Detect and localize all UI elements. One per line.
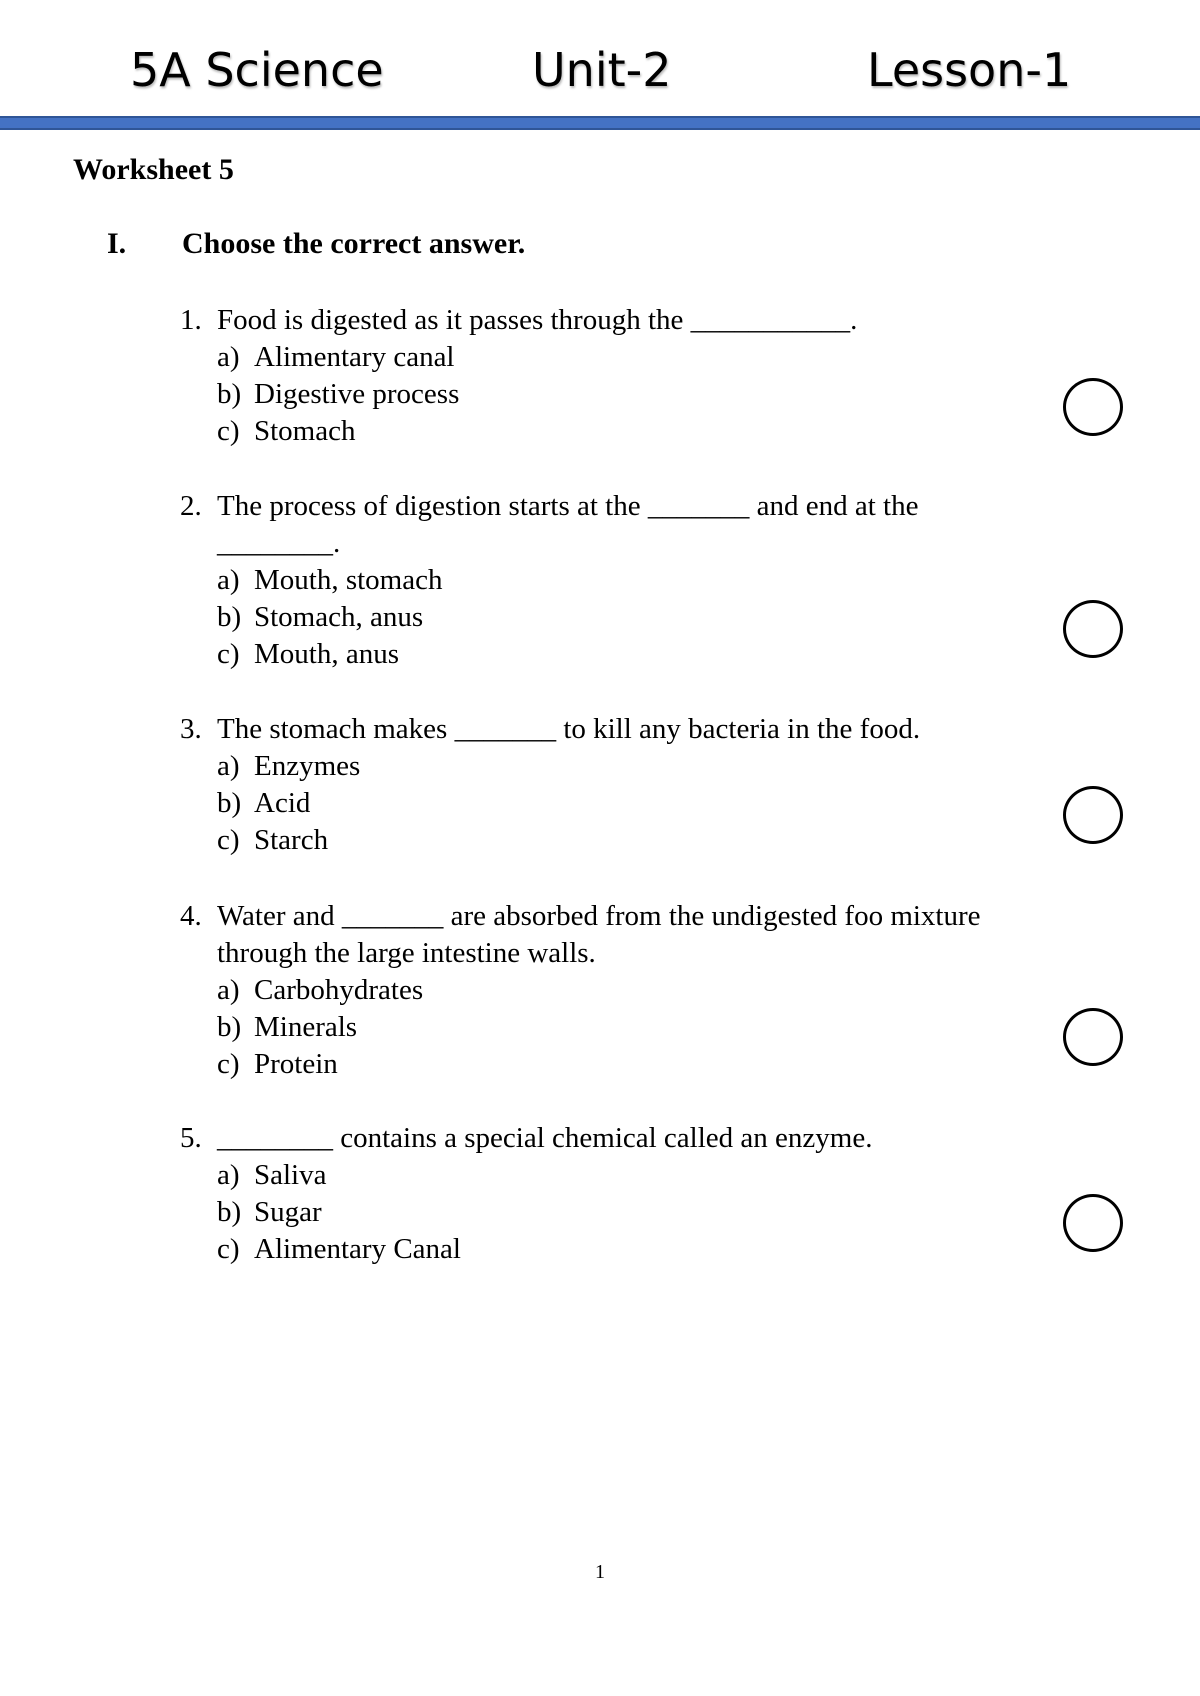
question-5 — [180, 1120, 1080, 1268]
option-letter: b) — [217, 378, 242, 410]
page-number: 1 — [595, 1561, 605, 1583]
option-b[interactable] — [180, 599, 1080, 636]
answer-circle-5[interactable] — [1063, 1194, 1123, 1252]
answer-circle-1[interactable] — [1063, 378, 1123, 436]
question-2 — [180, 488, 1080, 673]
option-c[interactable] — [180, 822, 1080, 859]
option-letter: b) — [217, 1196, 242, 1228]
option-text: Protein — [254, 1048, 338, 1080]
question-3 — [180, 711, 1080, 859]
option-b[interactable] — [180, 785, 1080, 822]
answer-circle-2[interactable] — [1063, 600, 1123, 658]
option-letter: c) — [217, 1048, 240, 1080]
question-1 — [180, 302, 1080, 450]
question-text: Water and _______ are absorbed from the undigested foo mixture — [217, 900, 981, 932]
option-a[interactable] — [180, 1157, 1080, 1194]
page-header — [0, 0, 1200, 120]
option-b[interactable] — [180, 1009, 1080, 1046]
option-text: Saliva — [254, 1159, 327, 1191]
option-b[interactable] — [180, 376, 1080, 413]
option-letter: a) — [217, 750, 240, 782]
option-text: Enzymes — [254, 750, 361, 782]
option-text: Digestive process — [254, 378, 460, 410]
option-text: Acid — [254, 787, 311, 819]
option-a[interactable] — [180, 339, 1080, 376]
option-text: Sugar — [254, 1196, 322, 1228]
option-text: Stomach, anus — [254, 601, 424, 633]
option-letter: a) — [217, 564, 240, 596]
option-letter: c) — [217, 824, 240, 856]
option-text: Alimentary Canal — [254, 1233, 461, 1265]
question-number: 3. — [180, 713, 202, 745]
option-text: Starch — [254, 824, 329, 856]
header-rule — [0, 116, 1200, 130]
section-instruction: Choose the correct answer. — [182, 227, 526, 260]
option-c[interactable] — [180, 636, 1080, 673]
option-a[interactable] — [180, 972, 1080, 1009]
option-letter: c) — [217, 638, 240, 670]
option-text: Alimentary canal — [254, 341, 455, 373]
option-c[interactable] — [180, 1046, 1080, 1083]
option-text: Stomach — [254, 415, 356, 447]
header-lesson: Lesson-1 — [867, 43, 1072, 97]
option-letter: b) — [217, 787, 242, 819]
option-text: Mouth, anus — [254, 638, 399, 670]
option-text: Minerals — [254, 1011, 358, 1043]
option-a[interactable] — [180, 562, 1080, 599]
header-subject: 5A Science — [130, 43, 384, 97]
question-text-continuation: through the large intestine walls. — [217, 937, 596, 969]
option-letter: b) — [217, 1011, 242, 1043]
option-letter: a) — [217, 974, 240, 1006]
option-letter: c) — [217, 415, 240, 447]
option-c[interactable] — [180, 1231, 1080, 1268]
question-number: 5. — [180, 1122, 202, 1154]
question-text: The process of digestion starts at the _______ and end at the — [217, 490, 919, 522]
question-text: The stomach makes _______ to kill any bacteria in the food. — [217, 713, 921, 745]
option-a[interactable] — [180, 748, 1080, 785]
option-letter: b) — [217, 601, 242, 633]
option-letter: a) — [217, 341, 240, 373]
option-letter: c) — [217, 1233, 240, 1265]
section-numeral: I. — [107, 227, 127, 260]
question-text: ________ contains a special chemical called an enzyme. — [217, 1122, 873, 1154]
answer-circle-3[interactable] — [1063, 786, 1123, 844]
worksheet-title: Worksheet 5 — [73, 153, 234, 186]
question-text: Food is digested as it passes through the ___________. — [217, 304, 858, 336]
question-number: 4. — [180, 900, 202, 932]
question-number: 2. — [180, 490, 202, 522]
question-number: 1. — [180, 304, 202, 336]
option-c[interactable] — [180, 413, 1080, 450]
question-text-continuation: ________. — [217, 527, 341, 559]
option-b[interactable] — [180, 1194, 1080, 1231]
option-text: Carbohydrates — [254, 974, 424, 1006]
option-letter: a) — [217, 1159, 240, 1191]
question-4 — [180, 898, 1080, 1083]
answer-circle-4[interactable] — [1063, 1008, 1123, 1066]
header-unit: Unit-2 — [532, 43, 672, 97]
option-text: Mouth, stomach — [254, 564, 443, 596]
